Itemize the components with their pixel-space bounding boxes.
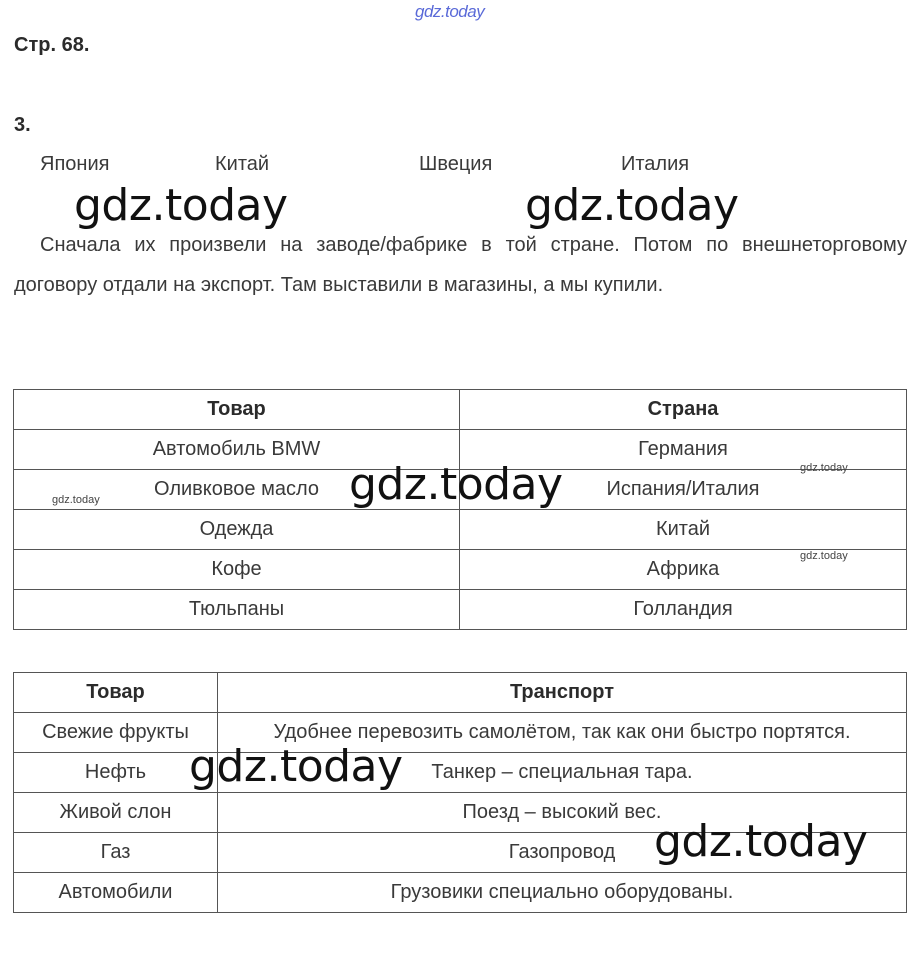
- goods-cell: Живой слон: [14, 793, 218, 833]
- goods-cell: Одежда: [14, 510, 460, 550]
- goods-cell: Автомобиль BMW: [14, 430, 460, 470]
- country-sweden: Швеция: [419, 153, 493, 175]
- page-reference: Стр. 68.: [14, 34, 90, 56]
- table-row: [14, 713, 907, 753]
- goods-cell: Свежие фрукты: [14, 713, 218, 753]
- goods-cell: Оливковое масло: [14, 470, 460, 510]
- country-italy: Италия: [621, 153, 690, 175]
- watermark-top: gdz.today: [415, 2, 485, 21]
- answer-paragraph-text: Сначала их произвели на заводе/фабрике в той стране. Потом по внешнеторговому договору отдали на экспорт. Там выставили в магазины, а мы купили.: [14, 234, 907, 296]
- country-cell: Испания/Италия: [460, 470, 907, 510]
- country-cell: Голландия: [460, 590, 907, 630]
- country-china: Китай: [215, 153, 270, 175]
- watermark-big: gdz.today: [525, 180, 739, 231]
- transport-cell: Газопровод: [218, 833, 907, 873]
- table-header-row: [14, 390, 907, 430]
- table-header-row: [14, 673, 907, 713]
- goods-cell: Тюльпаны: [14, 590, 460, 630]
- country-cell: Китай: [460, 510, 907, 550]
- goods-cell: Нефть: [14, 753, 218, 793]
- header-goods: Товар: [14, 673, 218, 713]
- watermark-small: gdz.today: [52, 494, 100, 506]
- watermark-big: gdz.today: [349, 459, 563, 510]
- goods-cell: Газ: [14, 833, 218, 873]
- watermark-small: gdz.today: [800, 462, 848, 474]
- transport-cell: Поезд – высокий вес.: [218, 793, 907, 833]
- watermark-small: gdz.today: [800, 550, 848, 562]
- goods-transport-table: [13, 672, 907, 913]
- watermark-big: gdz.today: [654, 816, 868, 867]
- transport-cell: Грузовики специально оборудованы.: [218, 873, 907, 913]
- table-row: [14, 873, 907, 913]
- country-japan: Япония: [40, 153, 110, 175]
- goods-cell: Автомобили: [14, 873, 218, 913]
- table-row: [14, 753, 907, 793]
- watermark-big: gdz.today: [189, 741, 403, 792]
- goods-cell: Кофе: [14, 550, 460, 590]
- table-row: [14, 550, 907, 590]
- country-cell: Африка: [460, 550, 907, 590]
- task-number: 3.: [14, 114, 31, 136]
- header-goods: Товар: [14, 390, 460, 430]
- table-row: [14, 590, 907, 630]
- transport-cell: Танкер – специальная тара.: [218, 753, 907, 793]
- country-cell: Германия: [460, 430, 907, 470]
- header-country: Страна: [460, 390, 907, 430]
- transport-cell: Удобнее перевозить самолётом, так как они быстро портятся.: [218, 713, 907, 753]
- answer-paragraph: [14, 225, 907, 305]
- table-row: [14, 510, 907, 550]
- watermark-big: gdz.today: [74, 180, 288, 231]
- header-transport: Транспорт: [218, 673, 907, 713]
